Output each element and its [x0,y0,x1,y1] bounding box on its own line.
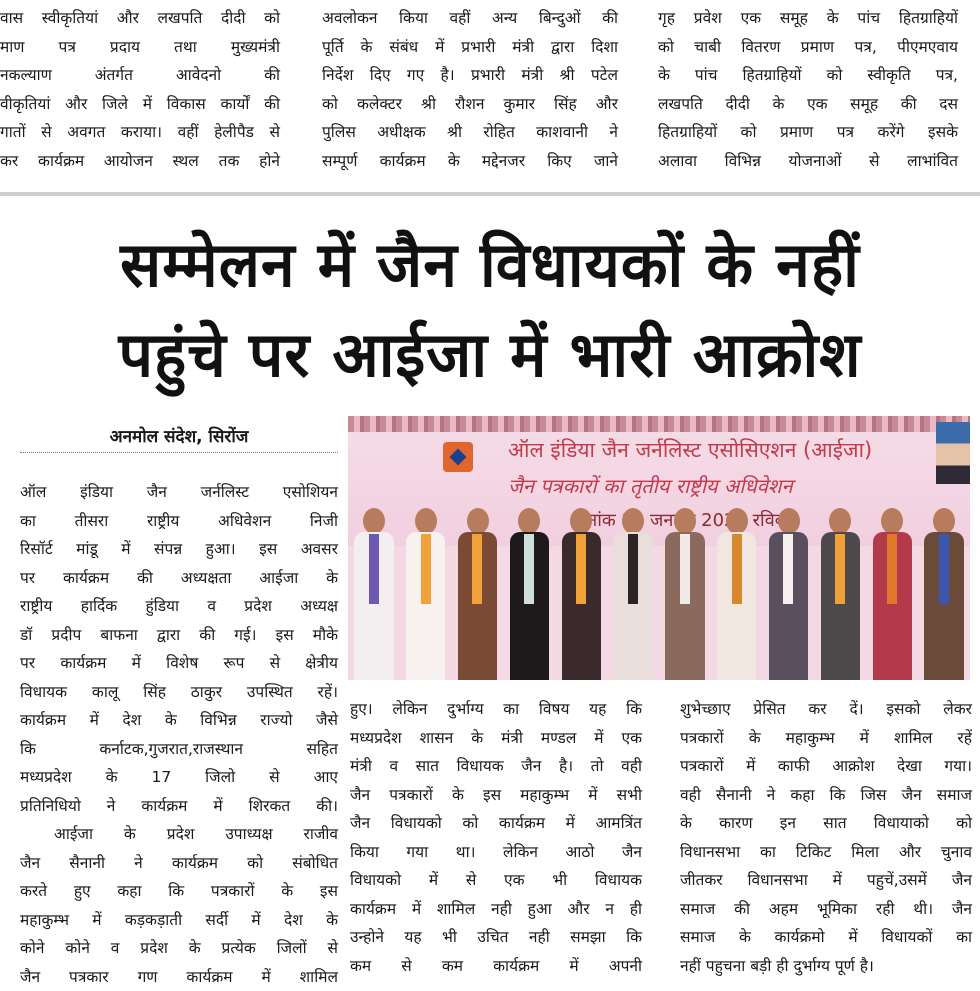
person [348,500,400,680]
text-line: के पांच हितग्राहियों को स्वीकृति पत्र, [658,61,958,90]
text-line: पुलिस अधीक्षक श्री रोहित काशवानी ने [322,118,618,147]
banner-date: दिनांक जनवरी 2025 रविवार [573,508,797,532]
text-line: हितग्राहियों को प्रमाण पत्र करेंगे इसके [658,118,958,147]
text-line: उन्होने यह भी उचित नही समझा कि [350,923,642,952]
text-line: पत्रकारों में काफी आक्रोश देखा गया। [680,752,972,781]
byline-divider [20,452,338,453]
person [763,500,815,680]
headline-line-1: सम्मेलन में जैन विधायकों के नहीं [10,220,970,310]
text-line: माण पत्र प्रदाय तथा मुख्यमंत्री [0,33,280,62]
group-of-people [348,500,970,680]
text-line: लखपति दीदी के एक समूह की दस [658,90,958,119]
banner-title: ऑल इंडिया जैन जर्नलिस्ट एसोसिएशन (आईजा) [508,436,872,464]
person [866,500,918,680]
section-divider [0,192,980,196]
text-line: नहीं पहुचना बड़ी ही दुर्भाग्य पूर्ण है। [680,952,972,981]
text-line: नकल्याण अंतर्गत आवेदनो की [0,61,280,90]
person [659,500,711,680]
text-line: पूर्ति के संबंध में प्रभारी मंत्री द्वारा दिशा [322,33,618,62]
text-line: रिसॉर्ट मांडू में संपन्न हुआ। इस अवसर [20,535,338,564]
text-line: गातों से अवगत कराया। वहीं हेलीपैड से [0,118,280,147]
article-column-1 [20,478,338,991]
text-line: विधानसभा का टिकिट मिला और चुनाव [680,838,972,867]
text-line: कम से कम कार्यक्रम में अपनी [350,952,642,981]
text-line: कर कार्यक्रम आयोजन स्थल तक होने [0,147,280,176]
text-line: वीकृतियां और जिले में विकास कार्यों की [0,90,280,119]
text-line: अलावा विभिन्न योजनाओं से लाभांवित [658,147,958,176]
text-line: अवलोकन किया वहीं अन्य बिन्दुओं की [322,4,618,33]
text-line: निर्देश दिए गए है। प्रभारी मंत्री श्री पटेल [322,61,618,90]
text-line: ऑल इंडिया जैन जर्नलिस्ट एसोशियन [20,478,338,507]
banner-subtitle: जैन पत्रकारों का तृतीय राष्ट्रीय अधिवेशन [508,472,793,499]
person [555,500,607,680]
text-line: शुभेच्छाए प्रेसित कर दें। इसको लेकर [680,695,972,724]
text-line: समाज के कार्यक्रमो में विधायकों का [680,923,972,952]
text-line: को चाबी वितरण प्रमाण पत्र, पीएमएवाय [658,33,958,62]
headline [0,220,980,400]
text-line: मध्यप्रदेश के 17 जिलो से आए [20,763,338,792]
portrait-image [936,422,970,484]
text-line: वही सैनानी ने कहा कि जिस जैन समाज [680,781,972,810]
top-column-3 [658,4,958,175]
text-line: करते हुए कहा कि पत्रकारों के इस [20,877,338,906]
text-line: समाज की अहम भूमिका रही थी। जैन [680,895,972,924]
person [452,500,504,680]
text-line: विधायक कालू सिंह ठाकुर उपस्थित रहें। [20,678,338,707]
text-line: का तीसरा राष्ट्रीय अधिवेशन निजी [20,507,338,536]
byline: अनमोल संदेश, सिरोंज [20,424,338,447]
association-logo-icon [443,442,473,472]
person [503,500,555,680]
person [607,500,659,680]
text-line: जैन विधायको को कार्यक्रम में आमत्रिंत [350,809,642,838]
text-line: कार्यक्रम में शामिल नही हुआ और न ही [350,895,642,924]
text-line: प्रतिनिधियो ने कार्यक्रम में शिरकत की। [20,792,338,821]
person [711,500,763,680]
text-line: गृह प्रवेश एक समूह के पांच हितग्राहियों [658,4,958,33]
flower-garland [348,416,970,432]
text-line: किया गया था। लेकिन आठो जैन [350,838,642,867]
text-line: जीतकर विधानसभा में पहुचें,उसमें जैन [680,866,972,895]
text-line: कि कर्नाटक,गुजरात,राजस्थान सहित [20,735,338,764]
text-line: मध्यप्रदेश शासन के मंत्री मण्डल में एक [350,724,642,753]
event-photo [348,416,970,680]
text-line: को कलेक्टर श्री रौशन कुमार सिंह और [322,90,618,119]
text-line: जैन पत्रकार गण कार्यक्रम में शामिल [20,963,338,991]
text-line: पर कार्यक्रम की अध्यक्षता आईजा के [20,564,338,593]
text-line: आईजा के प्रदेश उपाध्यक्ष राजीव [20,820,338,849]
text-line: हुए। लेकिन दुर्भाग्य का विषय यह कि [350,695,642,724]
text-line: डॉ प्रदीप बाफना द्वारा की गई। इस मौके [20,621,338,650]
text-line: जैन पत्रकारों के इस महाकुम्भ में सभी [350,781,642,810]
top-column-2 [322,4,618,175]
text-line: राष्ट्रीय हार्दिक हुंडिया व प्रदेश अध्यक्ष [20,592,338,621]
top-column-1 [0,4,280,175]
text-line: मंत्री व सात विधायक जैन है। तो वही [350,752,642,781]
person [918,500,970,680]
text-line: के कारण इन सात विधायाको को [680,809,972,838]
text-line: विधायको में से एक भी विधायक [350,866,642,895]
article-column-2 [350,695,642,980]
text-line: पर कार्यक्रम में विशेष रूप से क्षेत्रीय [20,649,338,678]
text-line: कोने कोने व प्रदेश के प्रत्येक जिलों से [20,934,338,963]
text-line: पत्रकारों के महाकुम्भ में शामिल रहें [680,724,972,753]
text-line: वास स्वीकृतियां और लखपति दीदी को [0,4,280,33]
article-column-3 [680,695,972,980]
text-line: महाकुम्भ में कड़कड़ाती सर्दी में देश के [20,906,338,935]
text-line: जैन सैनानी ने कार्यक्रम को संबोधित [20,849,338,878]
person [400,500,452,680]
headline-line-2: पहुंचे पर आईजा में भारी आक्रोश [10,310,970,400]
text-line: सम्पूर्ण कार्यक्रम के मद्देनजर किए जाने [322,147,618,176]
text-line: कार्यक्रम में देश के विभिन्न राज्यो जैसे [20,706,338,735]
person [814,500,866,680]
